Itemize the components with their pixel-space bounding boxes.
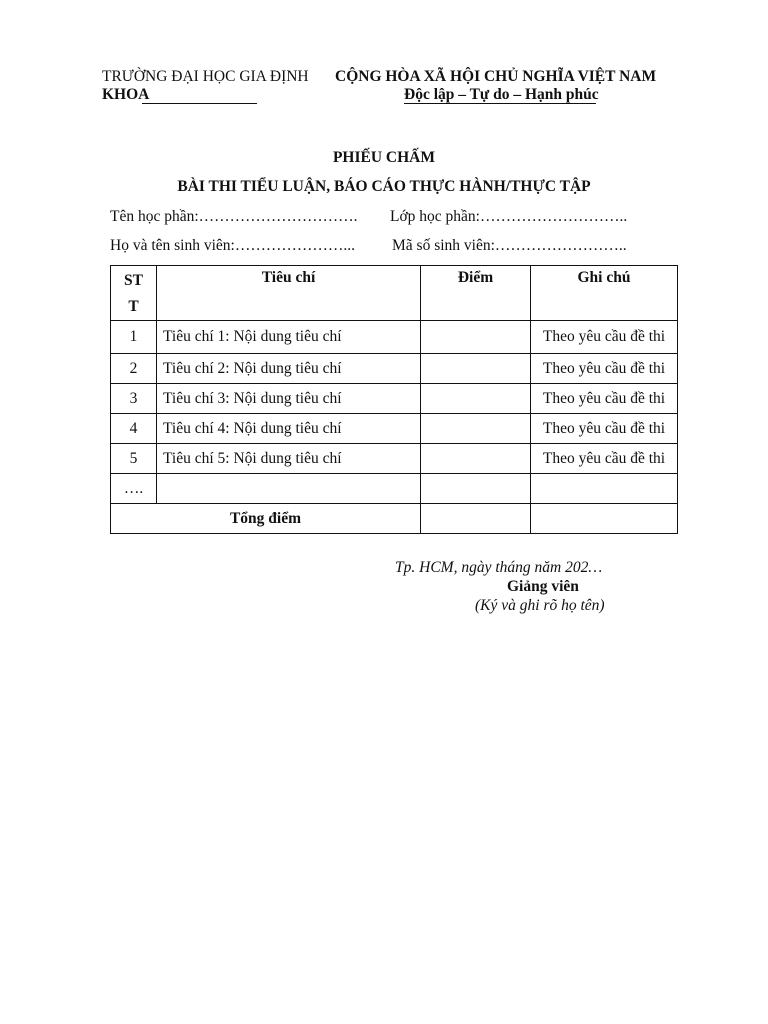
signature-instruction: (Ký và ghi rõ họ tên) (475, 597, 605, 614)
row-note: Theo yêu cầu đề thi (531, 384, 678, 414)
total-score[interactable] (421, 504, 531, 534)
row-criteria (157, 474, 421, 504)
header-stt-part2: T (128, 298, 139, 315)
table-row (111, 444, 678, 474)
grading-table (110, 265, 678, 534)
row-criteria: Tiêu chí 2: Nội dung tiêu chí (157, 354, 421, 384)
header-score: Điểm (421, 266, 531, 321)
student-id-field: Mã số sinh viên:…………………….. (392, 237, 627, 254)
student-name-field: Họ và tên sinh viên:…………………... (110, 237, 355, 254)
national-title: CỘNG HÒA XÃ HỘI CHỦ NGHĨA VIỆT NAM (335, 68, 657, 85)
row-stt: …. (111, 474, 157, 504)
row-score[interactable] (421, 321, 531, 354)
row-criteria: Tiêu chí 3: Nội dung tiêu chí (157, 384, 421, 414)
header-criteria: Tiêu chí (157, 266, 421, 321)
national-motto: Độc lập – Tự do – Hạnh phúc (404, 86, 599, 103)
row-note: Theo yêu cầu đề thi (531, 321, 678, 354)
total-label: Tổng điểm (111, 504, 421, 534)
row-score[interactable] (421, 474, 531, 504)
row-criteria: Tiêu chí 4: Nội dung tiêu chí (157, 414, 421, 444)
university-name: TRƯỜNG ĐẠI HỌC GIA ĐỊNH (102, 68, 309, 85)
row-note: Theo yêu cầu đề thi (531, 444, 678, 474)
row-note: Theo yêu cầu đề thi (531, 414, 678, 444)
total-note (531, 504, 678, 534)
row-criteria: Tiêu chí 5: Nội dung tiêu chí (157, 444, 421, 474)
total-row (111, 504, 678, 534)
header-stt-part1: ST (124, 272, 143, 289)
row-score[interactable] (421, 354, 531, 384)
row-criteria: Tiêu chí 1: Nội dung tiêu chí (157, 321, 421, 354)
table-row (111, 354, 678, 384)
signature-role: Giảng viên (507, 578, 579, 595)
row-score[interactable] (421, 444, 531, 474)
row-note (531, 474, 678, 504)
row-stt: 3 (111, 384, 157, 414)
class-name-field: Lớp học phần:……………………….. (390, 208, 628, 225)
row-stt: 5 (111, 444, 157, 474)
header-note: Ghi chú (531, 266, 678, 321)
table-row (111, 321, 678, 354)
row-stt: 4 (111, 414, 157, 444)
row-stt: 2 (111, 354, 157, 384)
row-note: Theo yêu cầu đề thi (531, 354, 678, 384)
motto-underline (404, 103, 596, 104)
table-header-row (111, 266, 678, 321)
course-name-field: Tên học phần:…………………………. (110, 208, 358, 225)
faculty-label: KHOA (102, 86, 150, 103)
form-title: PHIẾU CHẤM (332, 149, 436, 166)
row-score[interactable] (421, 414, 531, 444)
table-row (111, 384, 678, 414)
header-stt (111, 266, 157, 321)
table-row (111, 414, 678, 444)
row-stt: 1 (111, 321, 157, 354)
form-subtitle: BÀI THI TIỂU LUẬN, BÁO CÁO THỰC HÀNH/THỰC TẬP (177, 178, 591, 195)
faculty-underline (142, 103, 257, 104)
row-score[interactable] (421, 384, 531, 414)
table-row (111, 474, 678, 504)
signature-date: Tp. HCM, ngày tháng năm 202… (395, 559, 603, 576)
